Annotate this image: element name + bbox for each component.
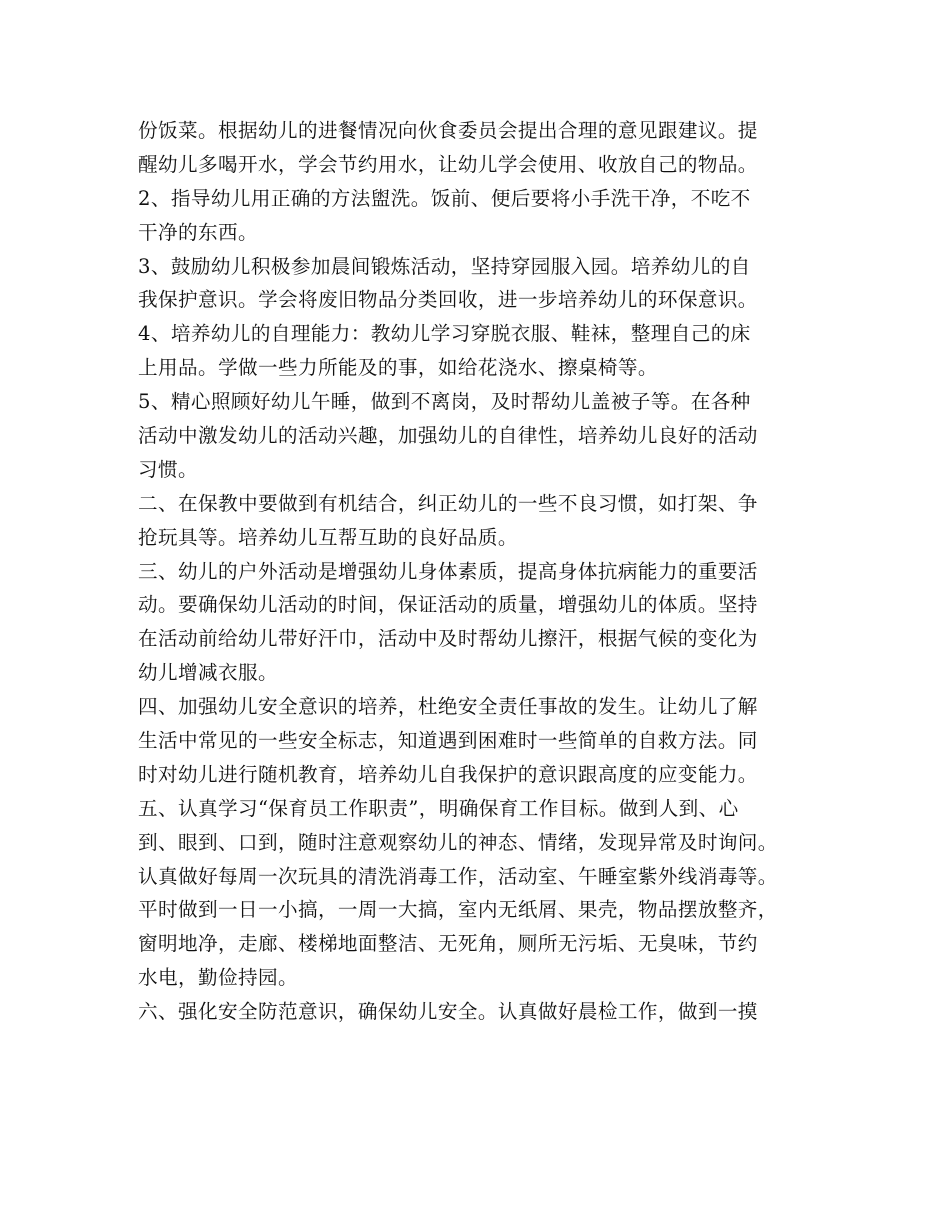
- text-line: 抢玩具等。培养幼儿互帮互助的良好品质。: [138, 525, 518, 549]
- text-line: 幼儿增减衣服。: [138, 661, 278, 685]
- text-line: 3、鼓励幼儿积极参加晨间锻炼活动，坚持穿园服入园。培养幼儿的自: [138, 254, 751, 278]
- text-line: 上用品。学做一些力所能及的事，如给花浇水、擦桌椅等。: [138, 356, 658, 380]
- text-line: 平时做到一日一小搞，一周一大搞，室内无纸屑、果壳，物品摆放整齐，: [138, 898, 778, 922]
- text-line: 5、精心照顾好幼儿午睡，做到不离岗，及时帮幼儿盖被子等。在各种: [138, 390, 751, 414]
- text-line: 活动中激发幼儿的活动兴趣，加强幼儿的自律性，培养幼儿良好的活动: [138, 424, 758, 448]
- text-line: 2、指导幼儿用正确的方法盥洗。饭前、便后要将小手洗干净，不吃不: [138, 186, 751, 210]
- text-line: 份饭菜。根据幼儿的进餐情况向伙食委员会提出合理的意见跟建议。提: [138, 119, 758, 142]
- text-line: 窗明地净，走廊、楼梯地面整洁、无死角，厕所无污垢、无臭味，节约: [138, 932, 758, 956]
- text-line: 二、在保教中要做到有机结合，纠正幼儿的一些不良习惯，如打架、争: [138, 491, 758, 515]
- text-line: 在活动前给幼儿带好汗巾，活动中及时帮幼儿擦汗，根据气候的变化为: [138, 627, 758, 651]
- text-line: 四、加强幼儿安全意识的培养，杜绝安全责任事故的发生。让幼儿了解: [138, 695, 758, 719]
- text-line: 时对幼儿进行随机教育，培养幼儿自我保护的意识跟高度的应变能力。: [138, 762, 758, 786]
- text-line: 三、幼儿的户外活动是增强幼儿身体素质，提高身体抗病能力的重要活: [138, 559, 758, 583]
- text-line: 动。要确保幼儿活动的时间，保证活动的质量，增强幼儿的体质。坚持: [138, 593, 758, 617]
- text-line: 到、眼到、口到，随时注意观察幼儿的神态、情绪，发现异常及时询问。: [138, 830, 778, 854]
- text-line: 认真做好每周一次玩具的清洗消毒工作，活动室、午睡室紫外线消毒等。: [138, 864, 778, 888]
- text-line: 生活中常见的一些安全标志，知道遇到困难时一些简单的自救方法。同: [138, 729, 758, 753]
- text-line: 4、培养幼儿的自理能力：教幼儿学习穿脱衣服、鞋袜，整理自己的床: [138, 322, 751, 346]
- text-line: 六、强化安全防范意识，确保幼儿安全。认真做好晨检工作，做到一摸: [138, 1000, 758, 1024]
- text-line: 干净的东西。: [138, 220, 258, 244]
- body-text: [138, 114, 828, 1029]
- text-line: 水电，勤俭持园。: [138, 966, 298, 990]
- text-line: 醒幼儿多喝开水，学会节约用水，让幼儿学会使用、收放自己的物品。: [138, 152, 758, 176]
- text-line: 我保护意识。学会将废旧物品分类回收，进一步培养幼儿的环保意识。: [138, 288, 758, 312]
- text-line: 习惯。: [138, 457, 198, 481]
- text-line: 五、认真学习“保育员工作职责”，明确保育工作目标。做到人到、心: [138, 796, 739, 820]
